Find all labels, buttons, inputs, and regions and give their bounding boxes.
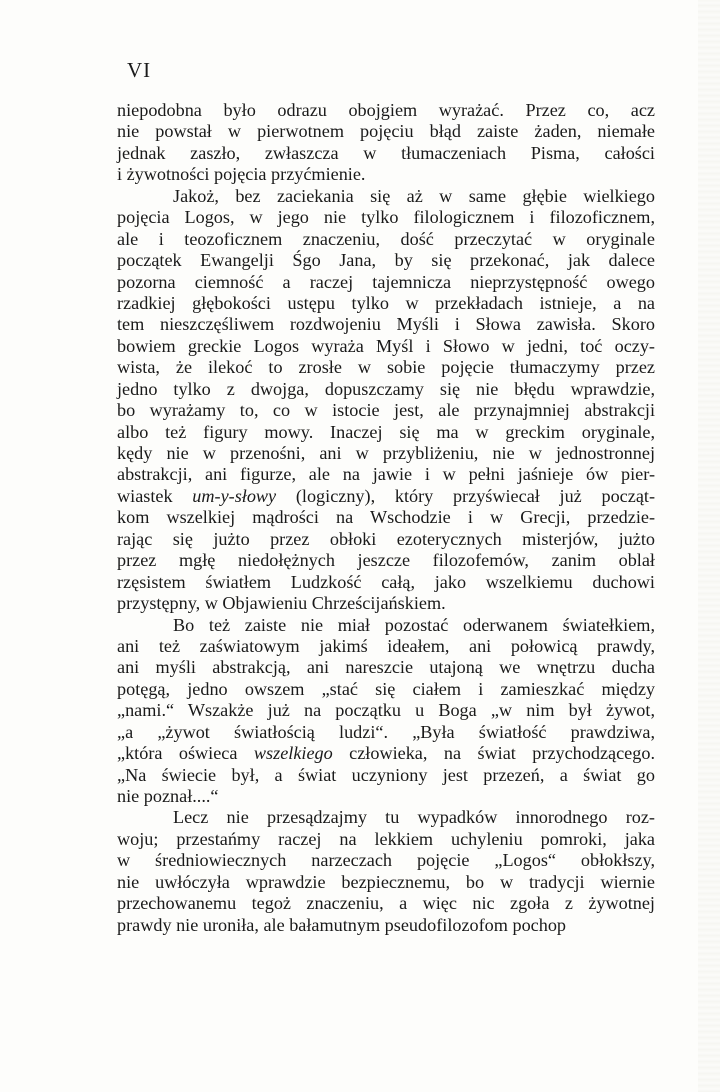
text-line (117, 572, 655, 593)
text-line (117, 186, 655, 207)
text-line (117, 872, 655, 893)
text-line (117, 422, 655, 443)
text-segment: przechowanemu tegoż znaczeniu, a więc nic zgoła z żywotnej (117, 893, 655, 914)
text-segment: abstrakcji, ani figurze, ale na jawie i w pełni jaśnieje ów pier- (117, 464, 655, 485)
text-line (117, 915, 655, 936)
text-line (117, 722, 655, 743)
text-line (117, 250, 655, 271)
text-segment: nie powstał w pierwotnem pojęciu błąd zaiste żaden, niemałe (117, 121, 655, 142)
text-line (117, 272, 655, 293)
text-line (117, 314, 655, 335)
text-segment: tem nieszczęśliwem rozdwojeniu Myśli i Słowa zawisła. Skoro (117, 314, 655, 335)
text-line (117, 336, 655, 357)
italic-term: wszelkiego (253, 743, 333, 764)
text-line (117, 400, 655, 421)
text-segment: bowiem greckie Logos wyraża Myśl i Słowo w jedni, toć oczy- (117, 335, 655, 356)
page-number: VI (127, 58, 152, 82)
text-segment: rając się jużto przez obłoki ezoterycznych misterjów, jużto (117, 528, 655, 549)
text-segment: bo wyrażamy to, co w istocie jest, ale przynajmniej abstrakcji (117, 400, 655, 421)
text-segment: „która oświeca (117, 743, 254, 764)
text-segment: ani też zaświatowym jakimś ideałem, ani połowicą prawdy, (117, 635, 655, 656)
text-segment: nie uwłóczyła wprawdzie bezpiecznemu, bo w tradycji wiernie (117, 871, 655, 892)
text-segment: i żywotności pojęcia przyćmienie. (117, 164, 366, 185)
text-segment: pozorna ciemność a raczej tajemnicza nieprzystępność owego (117, 271, 655, 292)
text-line (117, 807, 655, 828)
body-text (117, 100, 655, 936)
text-segment: przystępny, w Objawieniu Chrześcijańskiem. (117, 593, 446, 614)
text-line (117, 550, 655, 571)
text-line (117, 164, 655, 185)
text-segment: jednak zaszło, zwłaszcza w tłumaczeniach Pisma, całości (117, 142, 655, 163)
text-line (117, 786, 655, 807)
text-line (117, 464, 655, 485)
text-segment: (logiczny), który przyświecał już począt- (276, 485, 655, 506)
paragraph (117, 807, 655, 936)
text-segment: rzęsistem światłem Ludzkość całą, jako wszelkiemu duchowi (117, 571, 655, 592)
text-segment: albo też figury mowy. Inaczej się ma w greckim oryginale, (117, 421, 655, 442)
text-segment: potęgą, jedno owszem „stać się ciałem i zamieszkać między (117, 678, 655, 699)
text-line (117, 486, 655, 507)
paragraph (117, 100, 655, 186)
text-segment: ale i teozoficznem znaczeniu, dość przeczytać w oryginale (117, 228, 655, 249)
text-line (117, 529, 655, 550)
text-line (117, 893, 655, 914)
text-segment: nie poznał....“ (117, 786, 219, 806)
text-line (117, 700, 655, 721)
text-segment: „a „żywot światłością ludzi“. „Była światłość prawdziwa, (117, 721, 655, 742)
text-line (117, 850, 655, 871)
text-segment: Lecz nie przesądzajmy tu wypadków innorodnego roz- (173, 807, 655, 828)
text-line (117, 357, 655, 378)
text-segment: wista, że ilekoć to zrosłe w sobie pojęcie tłumaczymy przez (117, 357, 655, 378)
text-line (117, 507, 655, 528)
text-line (117, 829, 655, 850)
text-segment: pojęcia Logos, w jego nie tylko filologicznem i filozoficznem, (117, 207, 655, 228)
text-line (117, 100, 655, 121)
text-line (117, 593, 655, 614)
text-segment: człowieka, na świat przychodzącego. (332, 743, 655, 764)
text-segment: niepodobna było odrazu obojgiem wyrażać. Przez co, acz (117, 100, 655, 120)
text-segment: kędy nie w przenośni, ani w przybliżeniu, nie w jednostronnej (117, 443, 655, 463)
text-segment: Jakoż, bez zaciekania się aż w same głębie wielkiego (173, 185, 655, 206)
text-line (117, 121, 655, 142)
text-segment: jedno tylko z dwojga, dopuszczamy się nie błędu wprawdzie, (117, 378, 655, 399)
text-line (117, 143, 655, 164)
text-line (117, 443, 655, 464)
text-segment: prawdy nie uroniła, ale bałamutnym pseudofilozofom pochop (117, 914, 567, 935)
text-line (117, 765, 655, 786)
text-line (117, 379, 655, 400)
text-line (117, 615, 655, 636)
text-segment: w średniowiecznych narzeczach pojęcie „Logos“ obłokłszy, (117, 850, 655, 871)
text-segment: wiastek (117, 485, 193, 506)
text-segment: „nami.“ Wszakże już na początku u Boga „w nim był żywot, (117, 700, 655, 721)
text-line (117, 229, 655, 250)
page-edge-shadow (698, 0, 720, 1092)
text-line (117, 636, 655, 657)
text-segment: woju; przestańmy raczej na lekkiem uchyleniu pomroki, jaka (117, 828, 655, 849)
text-segment: Bo też zaiste nie miał pozostać oderwanem światełkiem, (173, 614, 655, 635)
text-line (117, 207, 655, 228)
italic-term: um-y-słowy (192, 485, 277, 506)
paragraph (117, 186, 655, 615)
text-segment: przez mgłę niedołężnych jeszcze filozofemów, zanim oblał (117, 550, 655, 571)
text-segment: ani myśli abstrakcją, ani nareszcie utajoną we wnętrzu ducha (117, 657, 655, 678)
text-line (117, 743, 655, 764)
text-segment: początek Ewangelji Śgo Jana, by się przekonać, jak dalece (117, 250, 655, 271)
text-line (117, 679, 655, 700)
text-segment: „Na świecie był, a świat uczyniony jest przezeń, a świat go (117, 764, 655, 785)
text-segment: rzadkiej głębokości ustępu tylko w przekładach istnieje, a na (117, 292, 655, 313)
text-segment: kom wszelkiej mądrości na Wschodzie i w Grecji, przedzie- (117, 507, 655, 528)
paragraph (117, 615, 655, 808)
text-line (117, 657, 655, 678)
text-line (117, 293, 655, 314)
